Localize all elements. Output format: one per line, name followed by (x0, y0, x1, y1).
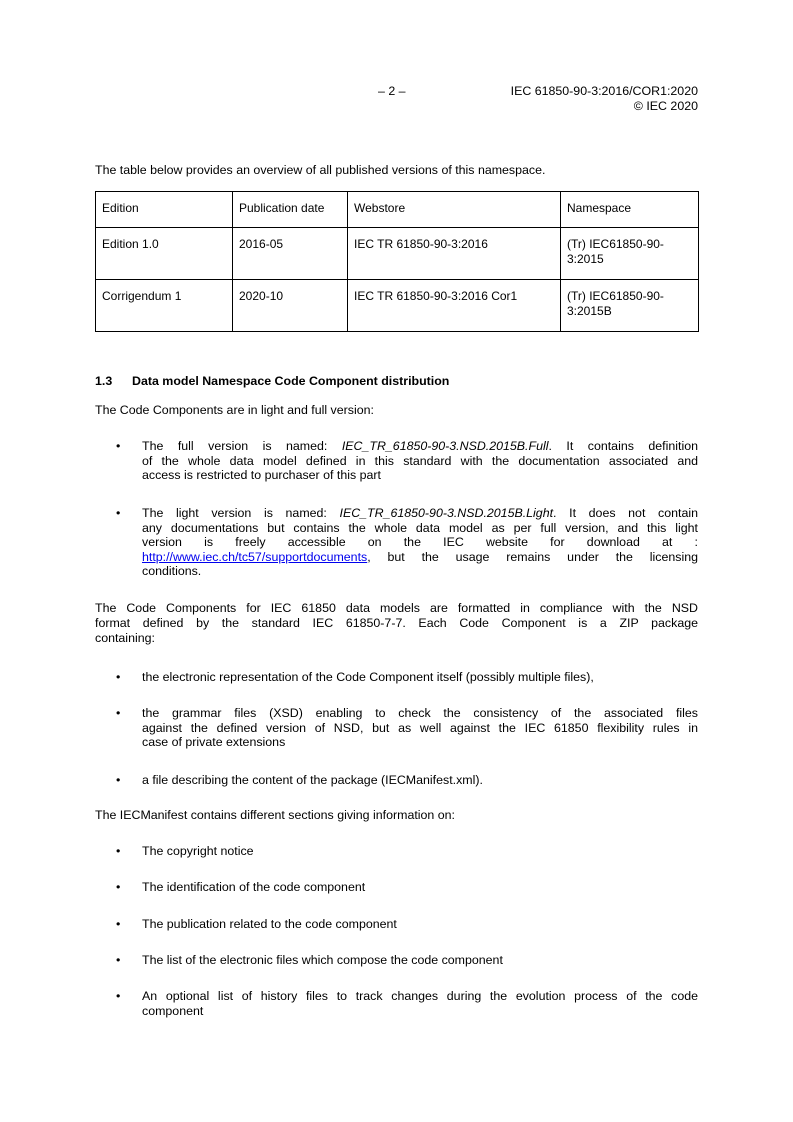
namespace-line-1: (Tr) IEC61850-90- (567, 237, 664, 251)
manifest-item-5-line2: component (142, 1003, 204, 1018)
manifest-item-3: The publication related to the code component (142, 917, 397, 931)
package-item-2-line1: the grammar files (XSD) enabling to check the consistency of the associated files (142, 706, 698, 720)
list-item-package (95, 706, 698, 750)
list-item-package (95, 670, 698, 685)
format-line1: The Code Components for IEC 61850 data models are formatted in compliance with the NSD (95, 601, 698, 615)
bullet-icon: • (116, 773, 121, 787)
bullet-icon: • (116, 506, 121, 520)
bullet-icon: • (116, 439, 121, 453)
bullet-icon: • (116, 953, 121, 967)
light-version-line5: conditions. (142, 564, 202, 578)
light-version-line2: any documentations but contains the whole data model as per full version, and this light (142, 520, 698, 535)
cell-namespace (561, 228, 699, 280)
versions-paragraph: The Code Components are in light and full version: (95, 403, 374, 417)
support-documents-link[interactable]: http://www.iec.ch/tc57/supportdocuments (142, 549, 368, 564)
light-version-line3: version is freely accessible on the IEC website for download at : (142, 535, 698, 549)
light-version-line1-end: . It does not contain (553, 506, 698, 520)
full-version-prefix: The full version is named: (142, 439, 342, 453)
namespace-line-1: (Tr) IEC61850-90- (567, 289, 664, 303)
copyright-notice: © IEC 2020 (633, 99, 698, 113)
cell-webstore: IEC TR 61850-90-3:2016 (348, 228, 561, 280)
section-heading (95, 374, 449, 389)
light-version-name: IEC_TR_61850-90-3.NSD.2015B.Light (339, 506, 554, 520)
manifest-item-4: The list of the electronic files which compose the code component (142, 953, 503, 967)
manifest-item-1: The copyright notice (142, 844, 254, 858)
document-id: IEC 61850-90-3:2016/COR1:2020 (510, 84, 698, 98)
list-item-manifest (95, 844, 698, 859)
manifest-item-2: The identification of the code component (142, 880, 366, 894)
cell-date: 2016-05 (233, 228, 348, 280)
package-item-2-line2: against the defined version of NSD, but as well against the IEC 61850 flexibility rules in (142, 720, 698, 735)
cell-edition: Edition 1.0 (96, 228, 233, 280)
list-item-full-version (95, 439, 698, 483)
cell-webstore: IEC TR 61850-90-3:2016 Cor1 (348, 280, 561, 332)
package-item-2-line3: case of private extensions (142, 735, 286, 749)
intro-paragraph: The table below provides an overview of all published versions of this namespace. (95, 163, 546, 177)
list-item-manifest (95, 880, 698, 895)
bullet-icon: • (116, 670, 121, 684)
bullet-icon: • (116, 989, 121, 1003)
list-item-manifest (95, 953, 698, 968)
column-header-namespace: Namespace (561, 192, 699, 228)
section-title: Data model Namespace Code Component distribution (132, 374, 450, 388)
table-row (96, 280, 699, 332)
full-version-name: IEC_TR_61850-90-3.NSD.2015B.Full (341, 439, 549, 453)
section-number: 1.3 (95, 374, 113, 388)
namespace-line-2: 3:2015 (567, 251, 604, 266)
package-item-1: the electronic representation of the Code Component itself (possibly multiple files), (142, 670, 594, 684)
column-header-edition: Edition (96, 192, 233, 228)
cell-edition: Corrigendum 1 (96, 280, 233, 332)
bullet-icon: • (116, 706, 121, 720)
cell-date: 2020-10 (233, 280, 348, 332)
light-version-prefix: The light version is named: (142, 506, 340, 520)
full-version-line1-end: . It contains definition (548, 439, 699, 453)
versions-table (95, 191, 699, 332)
bullet-icon: • (116, 917, 121, 931)
bullet-icon: • (116, 880, 121, 894)
format-line2: format defined by the standard IEC 61850-7-7. Each Code Component is a ZIP package (95, 616, 698, 630)
table-header-row (96, 192, 699, 228)
cell-namespace (561, 280, 699, 332)
list-item-package (95, 773, 698, 788)
format-line3: containing: (95, 631, 155, 645)
full-version-line3: access is restricted to purchaser of this part (142, 468, 381, 482)
page-number: – 2 – (378, 84, 406, 98)
light-version-line4-end: , but the usage remains under the licensing (367, 549, 698, 564)
namespace-line-2: 3:2015B (567, 303, 612, 318)
bullet-icon: • (116, 844, 121, 858)
list-item-light-version (95, 506, 698, 579)
manifest-paragraph: The IECManifest contains different sections giving information on: (95, 808, 455, 822)
list-item-manifest (95, 917, 698, 932)
manifest-item-5-line1: An optional list of history files to track changes during the evolution process of the code (142, 989, 698, 1003)
list-item-manifest (95, 989, 698, 1018)
format-paragraph (95, 601, 698, 646)
column-header-publication-date: Publication date (233, 192, 348, 228)
full-version-line2: of the whole data model defined in this standard with the documentation associated and (142, 453, 698, 468)
column-header-webstore: Webstore (348, 192, 561, 228)
table-row (96, 228, 699, 280)
package-item-3: a file describing the content of the package (IECManifest.xml). (142, 773, 483, 787)
